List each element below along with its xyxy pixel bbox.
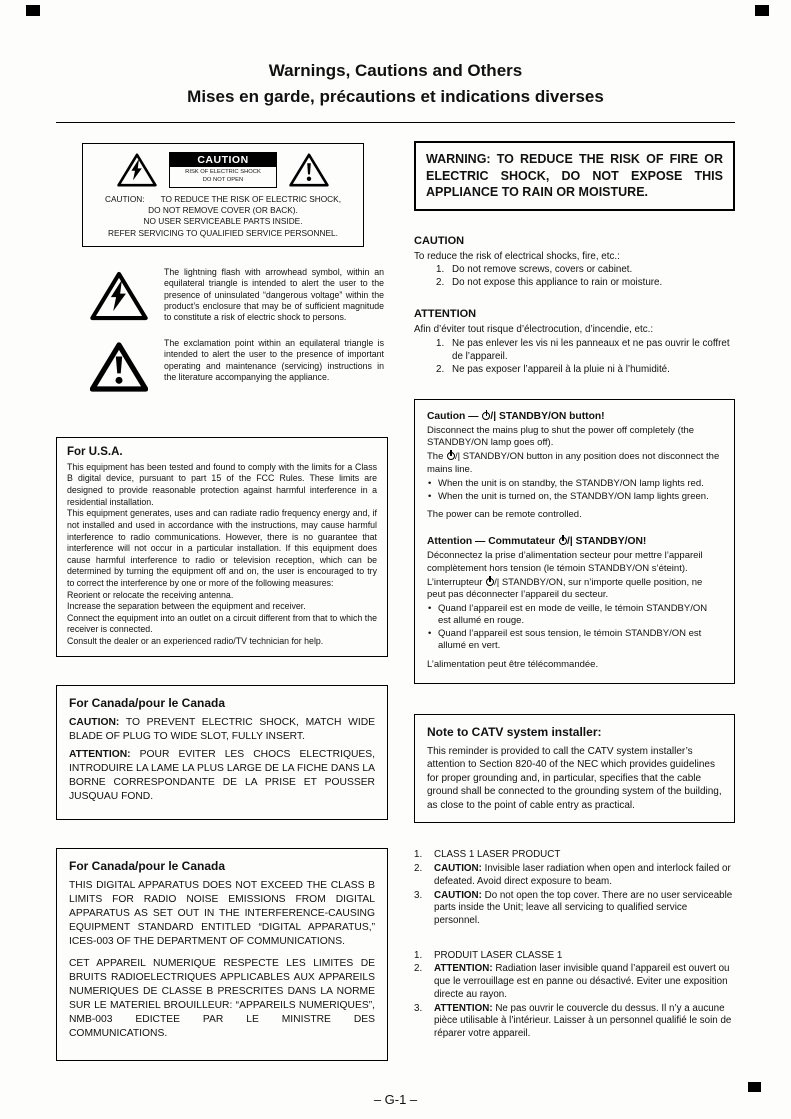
attention-heading: ATTENTION bbox=[414, 308, 477, 321]
item-lead: ATTENTION: bbox=[434, 963, 493, 975]
power-standby-icon bbox=[447, 452, 455, 460]
standby-attention-heading bbox=[427, 535, 722, 548]
canada-box1-body bbox=[69, 716, 375, 804]
caution-word: CAUTION: bbox=[104, 194, 145, 204]
right-column bbox=[414, 141, 735, 1061]
item-number: 1. bbox=[414, 849, 423, 861]
standby-caution-heading bbox=[427, 410, 722, 423]
two-column-layout bbox=[56, 141, 735, 1061]
usa-fcc-notice-box bbox=[56, 437, 388, 657]
item-text: Ne pas enlever les vis ni les panneaux et ne pas ouvrir le coffret de l’appareil. bbox=[452, 338, 730, 363]
standby-bullet: • Quand l’appareil est en mode de veille, le témoin STANDBY/ON est allumé en rouge. bbox=[427, 603, 722, 627]
usa-paragraph: This equipment has been tested and found to comply with the limits for a Class B digital device, pursuant to part 15 of the FCC Rules. These limits are designed to provide reasonable protection against harmful interference in a residential installation. bbox=[67, 461, 377, 507]
item-body: Do not open the top cover. There are no user serviceable parts inside the Unit; leave all servicing to qualified service personnel. bbox=[434, 889, 733, 926]
caution-intro: To reduce the risk of electrical shocks, fire, etc.: bbox=[414, 250, 620, 262]
attention-list bbox=[436, 338, 735, 377]
lightning-note-text: The lightning flash with arrowhead symbol, within an equilateral triangle is intended to alert the user to the presence of uninsulated “dangerous voltage” within the product’s enclosure that may be of sufficient magnitude to constitute a risk of electric shock to persons. bbox=[164, 266, 384, 323]
item-text bbox=[434, 890, 735, 928]
usa-measure-line: Increase the separation between the equipment and receiver. bbox=[67, 601, 306, 612]
standby-paragraph bbox=[427, 577, 722, 601]
laser-notice-french bbox=[414, 950, 735, 1041]
laser-item bbox=[414, 890, 735, 928]
standby-paragraph: The power can be remote controlled. bbox=[427, 509, 582, 521]
canada-plug-notice-box bbox=[56, 685, 388, 820]
paragraph-text: STANDBY/ON button in any position does not disconnect the mains line. bbox=[427, 451, 720, 475]
item-number: 2. bbox=[436, 364, 445, 376]
standby-paragraph bbox=[427, 451, 722, 475]
power-symbol-suffix: /| bbox=[490, 410, 497, 422]
canada-box2-body bbox=[69, 879, 375, 1041]
risk-of-shock-text bbox=[169, 167, 277, 187]
attention-body bbox=[414, 324, 735, 377]
usa-measure-line: Reorient or relocate the receiving antenna. bbox=[67, 589, 234, 600]
standby-bullet: • When the unit is turned on, the STANDBY/ON lamp lights green. bbox=[427, 491, 722, 503]
paragraph-text: L’interrupteur bbox=[427, 576, 486, 588]
canada-ices-notice-box bbox=[56, 848, 388, 1061]
power-symbol-suffix: /| bbox=[455, 451, 461, 463]
heading-text: Attention — Commutateur bbox=[427, 536, 558, 548]
title-divider-rule bbox=[56, 122, 735, 123]
standby-bullet: • Quand l’appareil est sous tension, le témoin STANDBY/ON est allumé en vert. bbox=[427, 628, 722, 652]
laser-item bbox=[414, 849, 735, 862]
item-body: Ne pas ouvrir le couvercle du dessus. Il n’y a aucune pièce utilisable à l’intérieur. Laisser à un personnel qualifié le soin de réparer votre appareil. bbox=[434, 1002, 732, 1040]
item-text bbox=[434, 1003, 735, 1041]
item-text: Do not expose this appliance to rain or moisture. bbox=[452, 277, 663, 289]
paragraph-text: STANDBY/ON, sur n’importe quelle position, ne peut pas déconnecter l’appareil du secteur. bbox=[427, 576, 703, 600]
shock-caution-line: DO NOT REMOVE COVER (OR BACK). bbox=[148, 205, 298, 216]
item-number: 2. bbox=[414, 863, 423, 875]
power-standby-icon bbox=[559, 537, 567, 545]
caution-section bbox=[414, 235, 735, 291]
item-lead: CAUTION: bbox=[434, 863, 482, 875]
caution-symbol-row bbox=[89, 150, 357, 194]
item-text bbox=[434, 849, 735, 862]
canada-caution-paragraph bbox=[69, 716, 375, 744]
item-number: 1. bbox=[436, 264, 445, 276]
caution-bar-label: CAUTION bbox=[169, 152, 277, 167]
item-body: PRODUIT LASER CLASSE 1 bbox=[434, 949, 563, 961]
standby-paragraph: Déconnectez la prise d’alimentation secteur pour mettre l’appareil complètement hors tension (le témoin STANDBY/ON s’éteint). bbox=[427, 550, 703, 574]
item-lead: CAUTION: bbox=[434, 889, 482, 901]
caution-lead: CAUTION: bbox=[69, 716, 120, 728]
list-item bbox=[436, 364, 735, 377]
catv-body: This reminder is provided to call the CATV system installer’s attention to Section 820-40 of the NEC which provides guidelines for proper grounding and, in particular, specifies that the cable ground shall be connected to the grounding system of the building, as close to the point of cable entry as practical. bbox=[427, 745, 722, 811]
shock-caution-line: NO USER SERVICEABLE PARTS INSIDE. bbox=[143, 216, 303, 227]
item-number: 3. bbox=[414, 1002, 423, 1014]
standby-bullet: • When the unit is on standby, the STANDBY/ON lamp lights red. bbox=[427, 478, 722, 490]
shock-caution-line bbox=[89, 194, 357, 205]
laser-notice-english bbox=[414, 849, 735, 927]
list-item bbox=[436, 338, 735, 364]
lightning-explanation-note bbox=[90, 267, 384, 324]
attention-section bbox=[414, 308, 735, 377]
list-item bbox=[436, 277, 735, 290]
heading-text: Caution — bbox=[427, 410, 482, 422]
registration-mark-bottom-right bbox=[748, 1082, 761, 1092]
power-symbol-suffix: /| bbox=[494, 576, 500, 588]
power-standby-icon bbox=[486, 578, 494, 586]
standby-paragraph: L’alimentation peut être télécommandée. bbox=[427, 658, 599, 670]
item-text: Do not remove screws, covers or cabinet. bbox=[452, 264, 633, 276]
usa-measure-line: Consult the dealer or an experienced radio/TV technician for help. bbox=[67, 636, 324, 646]
shock-caution-text bbox=[89, 194, 357, 239]
registration-mark-top-right bbox=[755, 5, 769, 16]
catv-installer-note-box bbox=[414, 714, 735, 824]
shock-caution-line-text: TO REDUCE THE RISK OF ELECTRIC SHOCK, bbox=[160, 194, 342, 204]
heading-text: STANDBY/ON! bbox=[572, 536, 647, 548]
canada-box2-title: For Canada/pour le Canada bbox=[69, 858, 226, 873]
attention-lead: ATTENTION: bbox=[69, 749, 131, 761]
laser-item bbox=[414, 1003, 735, 1041]
canada-digital-apparatus-en: THIS DIGITAL APPARATUS DOES NOT EXCEED THE CLASS B LIMITS FOR RADIO NOISE EMISSIONS FROM DIGITAL APPARATUS AS SET OUT IN THE INTERFERENCE-CAUSING EQUIPMENT STANDARD ENTITLED “DIGITAL APPARATUS,” ICES-003 OF THE DEPARTMENT OF COMMUNICATIONS. bbox=[69, 879, 375, 947]
standby-on-notice-box bbox=[414, 399, 735, 684]
lightning-triangle-icon bbox=[90, 270, 148, 322]
item-number: 1. bbox=[414, 949, 423, 961]
exclamation-triangle-icon bbox=[289, 152, 329, 188]
page-header bbox=[56, 58, 735, 109]
laser-item bbox=[414, 950, 735, 963]
risk-line: RISK OF ELECTRIC SHOCK bbox=[185, 169, 261, 176]
paragraph-text: The bbox=[427, 451, 447, 463]
item-lead: ATTENTION: bbox=[434, 1002, 493, 1014]
usa-box-body bbox=[67, 462, 377, 648]
page-number: – G-1 – bbox=[373, 1092, 418, 1107]
usa-box-title: For U.S.A. bbox=[67, 445, 123, 458]
left-column bbox=[56, 141, 388, 1061]
caution-label-block bbox=[169, 152, 277, 187]
fire-shock-warning-box: WARNING: TO REDUCE THE RISK OF FIRE OR ELECTRIC SHOCK, DO NOT EXPOSE THIS APPLIANCE TO RAIN OR MOISTURE. bbox=[414, 141, 735, 211]
electric-shock-caution-box bbox=[82, 143, 364, 247]
item-number: 2. bbox=[436, 277, 445, 289]
item-text: Ne pas exposer l’appareil à la pluie ni à l’humidité. bbox=[452, 364, 670, 376]
item-number: 3. bbox=[414, 889, 423, 901]
caution-text: TO PREVENT ELECTRIC SHOCK, MATCH WIDE BLADE OF PLUG TO WIDE SLOT, FULLY INSERT. bbox=[69, 716, 375, 742]
item-number: 2. bbox=[414, 963, 423, 975]
exclamation-explanation-note bbox=[90, 338, 384, 393]
canada-digital-apparatus-fr: CET APPAREIL NUMERIQUE RESPECTE LES LIMITES DE BRUITS RADIOELECTRIQUES APPLICABLES AUX APPAREILS NUMERIQUES DE CLASSE B PRESCRITES DANS LA NORME SUR LE MATERIEL BROUILLEUR: “APPAREILS NUMERIQUES”, NMB-003 EDICTEE PAR LE MINISTRE DES COMMUNICATIONS. bbox=[69, 958, 375, 1039]
item-text bbox=[434, 863, 735, 888]
section-spacer bbox=[427, 523, 722, 535]
item-body: Invisible laser radiation when open and interlock failed or defeated. Avoid direct exposure to beam. bbox=[434, 863, 731, 887]
exclamation-triangle-icon bbox=[90, 341, 148, 393]
caution-heading: CAUTION bbox=[414, 234, 465, 247]
laser-item bbox=[414, 963, 735, 1001]
catv-title: Note to CATV system installer: bbox=[427, 724, 602, 739]
exclamation-note-text: The exclamation point within an equilateral triangle is intended to alert the user to the presence of important operating and maintenance (servicing) instructions in the literature accompanying the appliance. bbox=[164, 337, 384, 383]
attention-intro: Afin d’éviter tout risque d’électrocution, d’incendie, etc.: bbox=[414, 324, 654, 336]
laser-item bbox=[414, 863, 735, 888]
item-text bbox=[434, 950, 735, 963]
attention-text: POUR EVITER LES CHOCS ELECTRIQUES, INTRODUIRE LA LAME LA PLUS LARGE DE LA FICHE DANS LA BORNE CORRESPONDANTE DE LA PRISE ET POUSSER JUSQUAU FOND. bbox=[69, 749, 375, 803]
item-number: 1. bbox=[436, 338, 445, 350]
page-title-english: Warnings, Cautions and Others bbox=[268, 61, 523, 80]
canada-attention-paragraph bbox=[69, 748, 375, 804]
page-title-french: Mises en garde, précautions et indications diverses bbox=[187, 86, 604, 106]
registration-mark-top-left bbox=[26, 5, 40, 16]
standby-paragraph: Disconnect the mains plug to shut the power off completely (the STANDBY/ON lamp goes off). bbox=[427, 425, 695, 449]
caution-list bbox=[436, 264, 735, 290]
item-body: CLASS 1 LASER PRODUCT bbox=[434, 849, 561, 861]
list-item bbox=[436, 264, 735, 277]
canada-box1-title: For Canada/pour le Canada bbox=[69, 695, 226, 710]
item-body: Radiation laser invisible quand l’appareil est ouvert ou que le verrouillage est en panne ou désactivé. Eviter une exposition directe au rayon. bbox=[434, 963, 730, 1000]
risk-line: DO NOT OPEN bbox=[202, 177, 244, 183]
lightning-triangle-icon bbox=[117, 152, 157, 188]
usa-paragraph: This equipment generates, uses and can radiate radio frequency energy and, if not installed and used in accordance with the instructions, may cause harmful interference to radio communications. However, there is no guarantee that interference will not occur in a particular installation. If this equipment does cause harmful interference to radio or television reception, which can be determined by turning the equipment off and on, the user is encouraged to try to correct the interference by one or more of the following measures: bbox=[67, 508, 377, 588]
heading-text: STANDBY/ON button! bbox=[496, 410, 605, 422]
item-text bbox=[434, 963, 735, 1001]
shock-caution-line: REFER SERVICING TO QUALIFIED SERVICE PERSONNEL. bbox=[108, 227, 338, 238]
usa-measure-line: Connect the equipment into an outlet on a circuit different from that to which the receiver is connected. bbox=[67, 612, 377, 635]
caution-body bbox=[414, 251, 735, 291]
power-symbol-suffix: /| bbox=[567, 536, 573, 548]
